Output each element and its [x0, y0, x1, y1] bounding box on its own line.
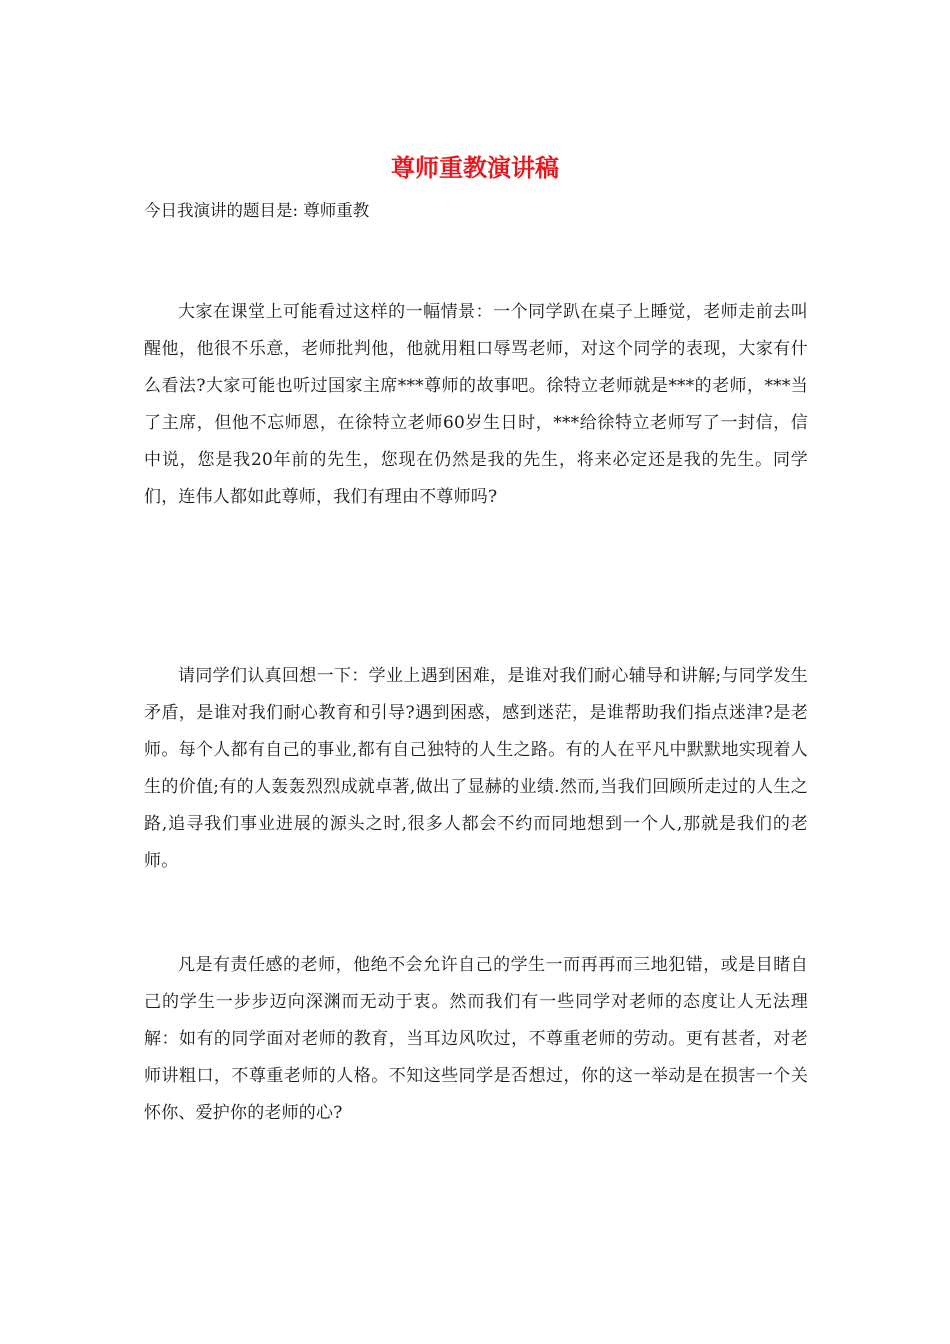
speech-subject-line: 今日我演讲的题目是: 尊师重教 [144, 201, 370, 220]
paragraph-3: 凡是有责任感的老师，他绝不会允许自己的学生一而再再而三地犯错，或是目睹自己的学生一步步迈向深渊而无动于衷。然而我们有一些同学对老师的态度让人无法理解：如有的同学面对老师的教育，当耳边风吹过，不尊重老师的劳动。更有甚者，对老师讲粗口，不尊重老师的人格。不知这些同学是否想过，你的这一举动是在损害一个关怀你、爱护你的老师的心? [144, 955, 808, 1123]
document-title: 尊师重教演讲稿 [391, 153, 559, 182]
paragraph-2: 请同学们认真回想一下：学业上遇到困难，是谁对我们耐心辅导和讲解;与同学发生矛盾，是谁对我们耐心教育和引导?遇到困惑，感到迷茫，是谁帮助我们指点迷津?是老师。每个人都有自己的事业,都有自己独特的人生之路。有的人在平凡中默默地实现着人生的价值;有的人轰轰烈烈成就卓著,做出了显赫的业绩.然而,当我们回顾所走过的人生之路,追寻我们事业进展的源头之时,很多人都会不约而同地想到一个人,那就是我们的老师。 [144, 666, 808, 871]
paragraph-1: 大家在课堂上可能看过这样的一幅情景：一个同学趴在桌子上睡觉，老师走前去叫醒他，他很不乐意，老师批判他，他就用粗口辱骂老师，对这个同学的表现，大家有什么看法?大家可能也听过国家主席***尊师的故事吧。徐特立老师就是***的老师，***当了主席，但他不忘师恩，在徐特立老师60岁生日时，***给徐特立老师写了一封信，信中说，您是我20年前的先生，您现在仍然是我的先生，将来必定还是我的先生。同学们，连伟人都如此尊师，我们有理由不尊师吗? [144, 302, 808, 507]
